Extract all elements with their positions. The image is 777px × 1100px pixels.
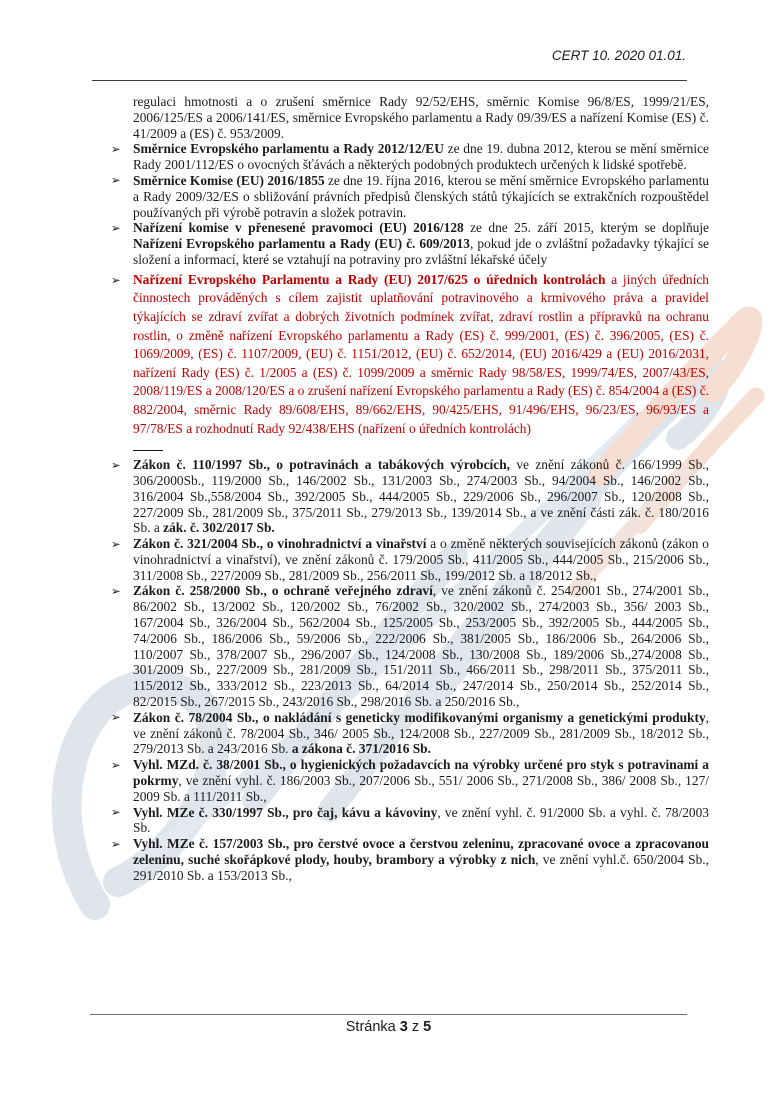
law-amendments-text: ze dne 19. dubna 2012, kterou se mění směrnice Rady 2001/112/ES o ovocných šťávách a některých podobných produktech určených k lidské spotřebě.	[133, 141, 709, 173]
section-separator	[133, 450, 163, 451]
bullet-arrow-icon: ➢	[111, 710, 121, 725]
law-title-text: Nařízení Evropského Parlamentu a Rady (EU) 2017/625 o úředních kontrolách	[133, 271, 606, 287]
law-title-text: Vyhl. MZd. č. 38/2001 Sb., o hygienických požadavcích na výrobky určené pro styk s potravinami a pokrmy	[133, 757, 709, 789]
list-item	[111, 220, 710, 267]
law-list	[111, 141, 710, 883]
bullet-arrow-icon: ➢	[111, 836, 121, 851]
document-code: CERT 10. 2020 01.01.	[551, 48, 686, 63]
footer-label: Stránka	[345, 1019, 396, 1035]
bullet-arrow-icon: ➢	[111, 220, 121, 235]
law-title-text: Zákon č. 258/2000 Sb., o ochraně veřejného zdraví	[133, 583, 433, 599]
list-item	[111, 141, 709, 173]
bullet-arrow-icon: ➢	[111, 757, 121, 772]
law-amendments-text: , ve znění vyhl. č. 91/2000 Sb. a vyhl. č. 78/2003 Sb.	[133, 804, 710, 836]
law-amendments-text: ze dne 19. října 2016, kterou se mění směrnice Evropského parlamentu a Rady 2009/32/ES o sbližování právních předpisů členských států týkajících se extrakčních rozpouštědel používaných při výrobě potravin a složek potravin.	[133, 172, 709, 220]
bullet-arrow-icon: ➢	[111, 457, 121, 472]
law-amendments-text: a jiných úředních činnostech prováděných s cílem zajistit uplatňování potravinového a krmivového práva a pravidel týkajících se zdraví zvířat a dobrých životních podmínek zvířat, zdraví rostlin a přípravků na ochranu rostlin, o změně nařízení Evropského parlamentu a Rady (ES) č. 999/2001, (ES) č. 396/2005, (ES) č. 1069/2009, (ES) č. 1107/2009, (EU) č. 1151/2012, (EU) č. 652/2014, (EU) 2016/429 a (EU) 2016/2031, nařízení Rady (ES) č. 1/2005 a (ES) č. 1099/2009 a směrnic Rady 98/58/ES, 1999/74/ES, 2007/43/ES, 2008/119/ES a 2008/120/ES a o zrušení nařízení Evropského parlamentu a Rady (ES) č. 854/2004 a (ES) č. 882/2004, směrnic Rady 89/608/EHS, 89/662/EHS, 90/425/EHS, 91/496/EHS, 96/23/ES, 96/93/ES a 97/78/ES a rozhodnutí Rady 92/438/EHS (nařízení o úředních kontrolách)	[133, 271, 709, 436]
header-rule	[92, 80, 687, 81]
law-amendments-text: , pokud jde o zvláštní požadavky týkající se složení a informací, které se vztahují na potraviny pro zvláštní lékařské účely	[133, 236, 709, 267]
law-title-text: Vyhl. MZe č. 330/1997 Sb., pro čaj, kávu a kávoviny	[133, 804, 438, 820]
footer-page-number: 3	[399, 1019, 408, 1035]
bullet-arrow-icon: ➢	[111, 141, 121, 156]
law-amendments-text: ve znění zákonů č. 166/1999 Sb., 306/2000Sb., 119/2000 Sb., 146/2002 Sb., 131/2003 Sb., 274/2003 Sb., 94/2004 Sb., 146/2002 Sb., 316/2004 Sb.,558/2004 Sb., 392/2005 Sb., 444/2005 Sb., 229/2006 Sb., 296/2007 Sb., 120/2008 Sb., 227/2009 Sb., 281/2009 Sb., 375/2011 Sb., 279/2013 Sb., 139/2014 Sb., a ve znění části zák. č. 180/2016 Sb. a	[133, 457, 710, 536]
law-title-text: a zákona č. 371/2016 Sb.	[291, 741, 431, 757]
bullet-arrow-icon: ➢	[111, 805, 121, 820]
footer-of-label: z	[411, 1019, 420, 1035]
footer-total-pages: 5	[423, 1019, 432, 1035]
list-item	[111, 172, 709, 220]
list-item	[111, 836, 709, 883]
law-amendments-text: , ve znění vyhl. č. 186/2003 Sb., 207/2006 Sb., 551/ 2006 Sb., 271/2008 Sb., 386/ 2008 Sb., 127/ 2009 Sb. a 111/2011 Sb.,	[133, 773, 709, 804]
footer-rule	[90, 1014, 687, 1015]
bullet-arrow-icon: ➢	[111, 173, 121, 188]
law-title-text: zák. č. 302/2017 Sb.	[163, 520, 275, 536]
list-item	[111, 757, 709, 804]
law-amendments-text: , ve znění zákonů č. 254/2001 Sb., 274/2001 Sb., 86/2002 Sb., 13/2002 Sb., 120/2002 Sb., 76/2002 Sb., 320/2002 Sb., 274/2003 Sb., 356/ 2003 Sb., 167/2004 Sb., 326/2004 Sb., 562/2004 Sb., 125/2005 Sb., 253/2005 Sb., 392/2005 Sb., 444/2005 Sb., 74/2006 Sb., 186/2006 Sb., 59/2006 Sb., 222/2006 Sb., 381/2005 Sb., 186/2006 Sb., 264/2006 Sb., 110/2007 Sb., 378/2007 Sb., 296/2007 Sb., 124/2008 Sb., 130/2008 Sb., 189/2006 Sb.,274/2008 Sb., 301/2009 Sb., 227/2009 Sb., 281/2009 Sb., 151/2011 Sb., 466/2011 Sb., 298/2011 Sb., 375/2011 Sb., 115/2012 Sb., 333/2012 Sb., 223/2013 Sb., 64/2014 Sb., 247/2014 Sb., 250/2014 Sb., 252/2014 Sb., 82/2015 Sb., 267/2015 Sb., 243/2016 Sb., 298/2016 Sb. a 250/2016 Sb.,	[133, 583, 709, 710]
law-title-text: Směrnice Komise (EU) 2016/1855	[133, 172, 325, 188]
law-amendments-text: ze dne 25. září 2015, kterým se doplňuje	[463, 220, 710, 236]
list-item	[111, 536, 709, 583]
bullet-arrow-icon: ➢	[111, 583, 121, 598]
law-amendments-text: a o změně některých souvisejících zákonů (zákon o vinohradnictví a vinařství), ve znění zákonů č. 179/2005 Sb., 411/2005 Sb., 444/2005 Sb., 215/2006 Sb., 311/2008 Sb., 227/2009 Sb., 281/2009 Sb., 256/2011 Sb., 199/2012 Sb. a 18/2012 Sb.,	[133, 536, 709, 583]
law-amendments-text: , ve znění vyhl.č. 650/2004 Sb., 291/2010 Sb. a 153/2013 Sb.,	[133, 852, 709, 883]
page-footer	[0, 1019, 777, 1035]
law-title-text: Směrnice Evropského parlamentu a Rady 2012/12/EU	[133, 141, 444, 157]
list-item	[111, 583, 709, 710]
law-title-text: Nařízení Evropského parlamentu a Rady (EU) č. 609/2013	[133, 236, 470, 252]
list-item	[111, 709, 709, 757]
law-title-text: Zákon č. 110/1997 Sb., o potravinách a tabákových výrobcích,	[133, 457, 511, 473]
bullet-arrow-icon: ➢	[111, 273, 121, 288]
law-title-text: Zákon č. 78/2004 Sb., o nakládání s geneticky modifikovanými organismy a genetickými produkty	[133, 709, 706, 725]
bullet-arrow-icon: ➢	[111, 536, 121, 551]
list-item	[111, 271, 709, 438]
list-item	[111, 457, 710, 536]
list-item	[111, 804, 710, 837]
law-title-text: Nařízení komise v přenesené pravomoci (EU) 2016/128	[133, 220, 464, 236]
law-title-text: Vyhl. MZe č. 157/2003 Sb., pro čerstvé ovoce a čerstvou zeleninu, zpracované ovoce a zpracovanou zeleninu, suché skořápkové plody, houby, brambory a výrobky z nich	[133, 836, 709, 868]
law-amendments-text: , ve znění zákonů č. 78/2004 Sb., 346/ 2005 Sb., 124/2008 Sb., 227/2009 Sb., 281/2009 Sb., 18/2012 Sb., 279/2013 Sb. a 243/2016 Sb.	[133, 709, 709, 757]
document-body	[111, 94, 710, 884]
intro-paragraph: regulaci hmotnosti a o zrušení směrnice Rady 92/52/EHS, směrnic Komise 96/8/ES, 1999/21/ES, 2006/125/ES a 2006/141/ES, směrnice Evropského parlamentu a Rady 09/39/ES a nařízení Komise (ES) č. 41/2009 a (ES) č. 953/2009.	[133, 94, 709, 141]
law-title-text: Zákon č. 321/2004 Sb., o vinohradnictví a vinařství	[133, 536, 427, 552]
